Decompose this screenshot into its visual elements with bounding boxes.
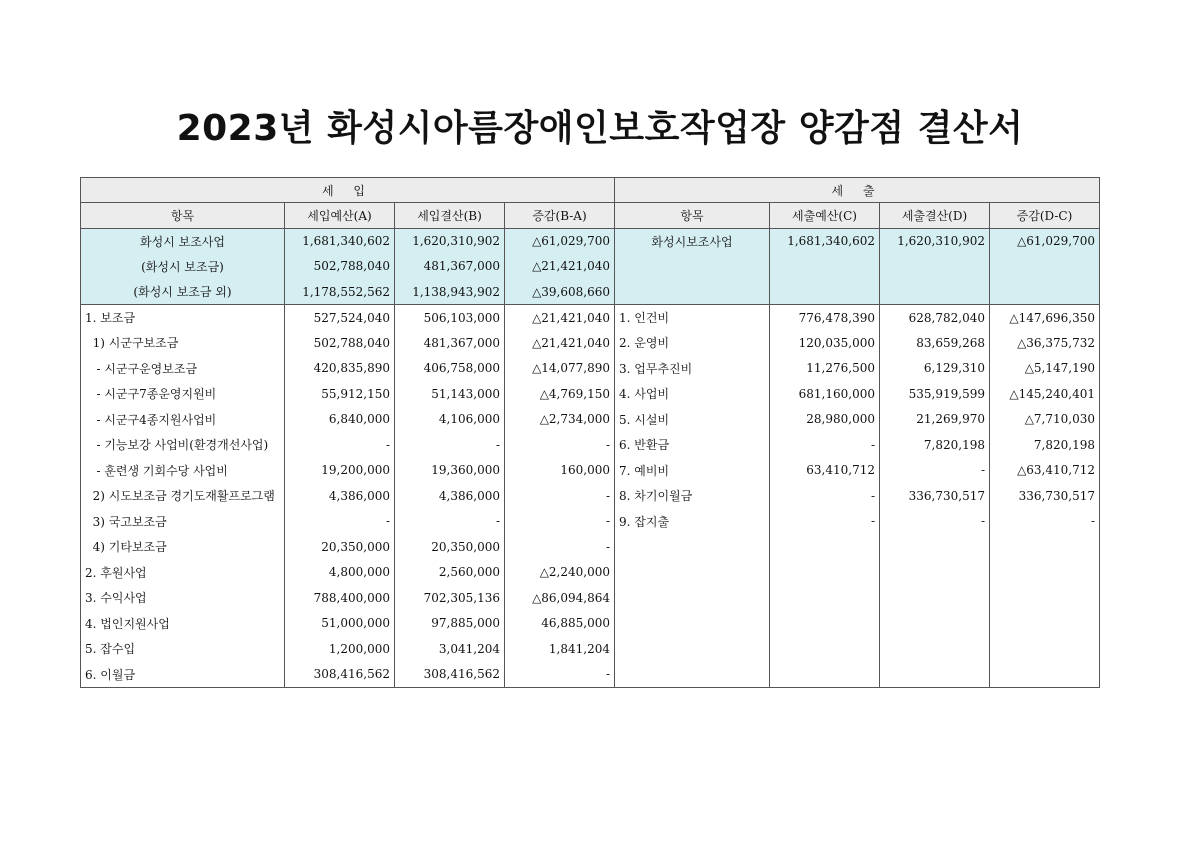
expense-diff-cell: △36,375,732 [990,330,1100,356]
income-diff-cell: △2,240,000 [505,560,615,586]
expense-item-cell: 8. 차기이월금 [615,483,770,509]
income-diff-cell: △21,421,040 [505,305,615,331]
income-budget-cell: 55,912,150 [285,381,395,407]
expense-item-cell [615,636,770,662]
income-item-cell: (화성시 보조금 외) [81,279,285,305]
expense-settlement-cell: - [880,509,990,535]
expense-settlement-cell: 7,820,198 [880,432,990,458]
expense-budget-cell: 63,410,712 [770,458,880,484]
expense-diff-cell: - [990,509,1100,535]
income-diff-cell: - [505,483,615,509]
expense-budget-cell [770,254,880,280]
expense-budget-cell [770,611,880,637]
income-diff-cell: △21,421,040 [505,330,615,356]
expense-settlement-cell [880,254,990,280]
income-budget-cell: - [285,509,395,535]
expense-settlement-cell: 336,730,517 [880,483,990,509]
expense-item-cell: 5. 시설비 [615,407,770,433]
income-settlement-cell: 481,367,000 [395,254,505,280]
expense-item-cell: 화성시보조사업 [615,228,770,254]
expense-budget-cell: 120,035,000 [770,330,880,356]
income-diff-cell: - [505,662,615,688]
summary-row [81,279,1100,305]
income-settlement-cell: 3,041,204 [395,636,505,662]
income-settlement-cell: 97,885,000 [395,611,505,637]
income-settlement-cell: 702,305,136 [395,585,505,611]
income-settlement-cell: 4,386,000 [395,483,505,509]
column-header-row [81,203,1100,229]
income-item-cell: 화성시 보조사업 [81,228,285,254]
table-row [81,381,1100,407]
income-diff-cell: △14,077,890 [505,356,615,382]
expense-item-cell [615,560,770,586]
income-item-cell: 3) 국고보조금 [81,509,285,535]
expense-settlement-cell [880,279,990,305]
expense-budget-cell [770,560,880,586]
summary-row [81,228,1100,254]
expense-settlement-cell [880,534,990,560]
expense-budget-cell: 681,160,000 [770,381,880,407]
income-settlement-cell: 2,560,000 [395,560,505,586]
income-budget-cell: 51,000,000 [285,611,395,637]
income-diff-cell: △61,029,700 [505,228,615,254]
income-header-diff: 증감(B-A) [505,203,615,229]
table-row [81,509,1100,535]
income-budget-cell: 420,835,890 [285,356,395,382]
expense-settlement-cell [880,636,990,662]
income-item-cell: 4. 법인지원사업 [81,611,285,637]
income-item-cell: 2. 후원사업 [81,560,285,586]
table-body [81,178,1100,688]
expense-diff-cell: 7,820,198 [990,432,1100,458]
income-settlement-cell: 506,103,000 [395,305,505,331]
income-settlement-cell: 1,620,310,902 [395,228,505,254]
income-item-cell: 1) 시군구보조금 [81,330,285,356]
expense-settlement-cell: 21,269,970 [880,407,990,433]
income-budget-cell: 6,840,000 [285,407,395,433]
expense-item-cell: 4. 사업비 [615,381,770,407]
expense-item-cell: 7. 예비비 [615,458,770,484]
expense-diff-cell [990,611,1100,637]
table-row [81,458,1100,484]
expense-budget-cell [770,279,880,305]
income-header-item: 항목 [81,203,285,229]
expense-settlement-cell [880,611,990,637]
expense-diff-cell: 336,730,517 [990,483,1100,509]
income-item-cell: 1. 보조금 [81,305,285,331]
expense-diff-cell: △5,147,190 [990,356,1100,382]
expense-budget-cell: 28,980,000 [770,407,880,433]
income-diff-cell: △4,769,150 [505,381,615,407]
income-item-cell: - 기능보강 사업비(환경개선사업) [81,432,285,458]
income-item-cell: (화성시 보조금) [81,254,285,280]
expense-budget-cell: - [770,509,880,535]
expense-budget-cell: 776,478,390 [770,305,880,331]
income-item-cell: 3. 수익사업 [81,585,285,611]
expense-budget-cell [770,662,880,688]
income-item-cell: - 시군구운영보조금 [81,356,285,382]
expense-budget-cell: - [770,432,880,458]
income-item-cell: - 훈련생 기회수당 사업비 [81,458,285,484]
income-budget-cell: 527,524,040 [285,305,395,331]
income-diff-cell: △21,421,040 [505,254,615,280]
table-row [81,356,1100,382]
expense-settlement-cell [880,662,990,688]
expense-diff-cell: △63,410,712 [990,458,1100,484]
income-budget-cell: 1,681,340,602 [285,228,395,254]
income-diff-cell: - [505,509,615,535]
table-row [81,305,1100,331]
expense-budget-cell: 1,681,340,602 [770,228,880,254]
income-budget-cell: 1,178,552,562 [285,279,395,305]
table-row [81,611,1100,637]
income-diff-cell: - [505,432,615,458]
income-budget-cell: 1,200,000 [285,636,395,662]
income-item-cell: 4) 기타보조금 [81,534,285,560]
table-row [81,560,1100,586]
expense-item-cell [615,534,770,560]
page-title: 2023년 화성시아름장애인보호작업장 양감점 결산서 [176,108,1024,149]
income-header-budget: 세입예산(A) [285,203,395,229]
expense-item-cell: 2. 운영비 [615,330,770,356]
expense-budget-cell [770,585,880,611]
expense-item-cell: 6. 반환금 [615,432,770,458]
table-row [81,662,1100,688]
income-budget-cell: 788,400,000 [285,585,395,611]
expense-item-cell [615,662,770,688]
income-diff-cell: - [505,534,615,560]
expense-settlement-cell [880,585,990,611]
income-settlement-cell: 406,758,000 [395,356,505,382]
income-budget-cell: 20,350,000 [285,534,395,560]
expense-header-settlement: 세출결산(D) [880,203,990,229]
income-item-cell: - 시군구4종지원사업비 [81,407,285,433]
income-settlement-cell: - [395,432,505,458]
income-item-cell: - 시군구7종운영지원비 [81,381,285,407]
table-row [81,534,1100,560]
expense-diff-cell [990,279,1100,305]
settlement-table [80,177,1100,688]
expense-item-cell [615,254,770,280]
expense-settlement-cell: 1,620,310,902 [880,228,990,254]
expense-header-item: 항목 [615,203,770,229]
income-budget-cell: 19,200,000 [285,458,395,484]
income-budget-cell: 4,800,000 [285,560,395,586]
expense-item-cell [615,611,770,637]
expense-diff-cell [990,254,1100,280]
expense-settlement-cell [880,560,990,586]
expense-budget-cell: - [770,483,880,509]
income-diff-cell: △86,094,864 [505,585,615,611]
income-budget-cell: 502,788,040 [285,254,395,280]
expense-settlement-cell: - [880,458,990,484]
income-settlement-cell: 481,367,000 [395,330,505,356]
income-budget-cell: 502,788,040 [285,330,395,356]
expense-diff-cell: △61,029,700 [990,228,1100,254]
income-settlement-cell: 20,350,000 [395,534,505,560]
expense-budget-cell: 11,276,500 [770,356,880,382]
expense-budget-cell [770,636,880,662]
income-budget-cell: 4,386,000 [285,483,395,509]
expense-header-diff: 증감(D-C) [990,203,1100,229]
expense-budget-cell [770,534,880,560]
income-diff-cell: △39,608,660 [505,279,615,305]
expense-settlement-cell: 6,129,310 [880,356,990,382]
expense-item-cell: 1. 인건비 [615,305,770,331]
table-row [81,585,1100,611]
table-row [81,330,1100,356]
income-section-label: 세 입 [81,178,615,203]
income-diff-cell: 160,000 [505,458,615,484]
table-row [81,432,1100,458]
expense-settlement-cell: 628,782,040 [880,305,990,331]
expense-item-cell [615,279,770,305]
income-settlement-cell: 51,143,000 [395,381,505,407]
income-diff-cell: △2,734,000 [505,407,615,433]
summary-row [81,254,1100,280]
income-budget-cell: 308,416,562 [285,662,395,688]
section-header-row [81,178,1100,203]
expense-diff-cell: △7,710,030 [990,407,1100,433]
income-budget-cell: - [285,432,395,458]
expense-diff-cell [990,534,1100,560]
income-item-cell: 6. 이월금 [81,662,285,688]
expense-item-cell: 3. 업무추진비 [615,356,770,382]
expense-diff-cell: △145,240,401 [990,381,1100,407]
income-settlement-cell: 1,138,943,902 [395,279,505,305]
expense-header-budget: 세출예산(C) [770,203,880,229]
expense-diff-cell: △147,696,350 [990,305,1100,331]
expense-item-cell [615,585,770,611]
income-diff-cell: 1,841,204 [505,636,615,662]
income-item-cell: 5. 잡수입 [81,636,285,662]
table-row [81,636,1100,662]
income-diff-cell: 46,885,000 [505,611,615,637]
expense-diff-cell [990,662,1100,688]
income-settlement-cell: 4,106,000 [395,407,505,433]
income-settlement-cell: 308,416,562 [395,662,505,688]
expense-diff-cell [990,636,1100,662]
expense-diff-cell [990,560,1100,586]
table-row [81,483,1100,509]
expense-item-cell: 9. 잡지출 [615,509,770,535]
expense-settlement-cell: 83,659,268 [880,330,990,356]
expense-section-label: 세 출 [615,178,1100,203]
income-settlement-cell: - [395,509,505,535]
expense-diff-cell [990,585,1100,611]
income-item-cell: 2) 시도보조금 경기도재활프로그램 [81,483,285,509]
expense-settlement-cell: 535,919,599 [880,381,990,407]
table-row [81,407,1100,433]
income-header-settlement: 세입결산(B) [395,203,505,229]
income-settlement-cell: 19,360,000 [395,458,505,484]
